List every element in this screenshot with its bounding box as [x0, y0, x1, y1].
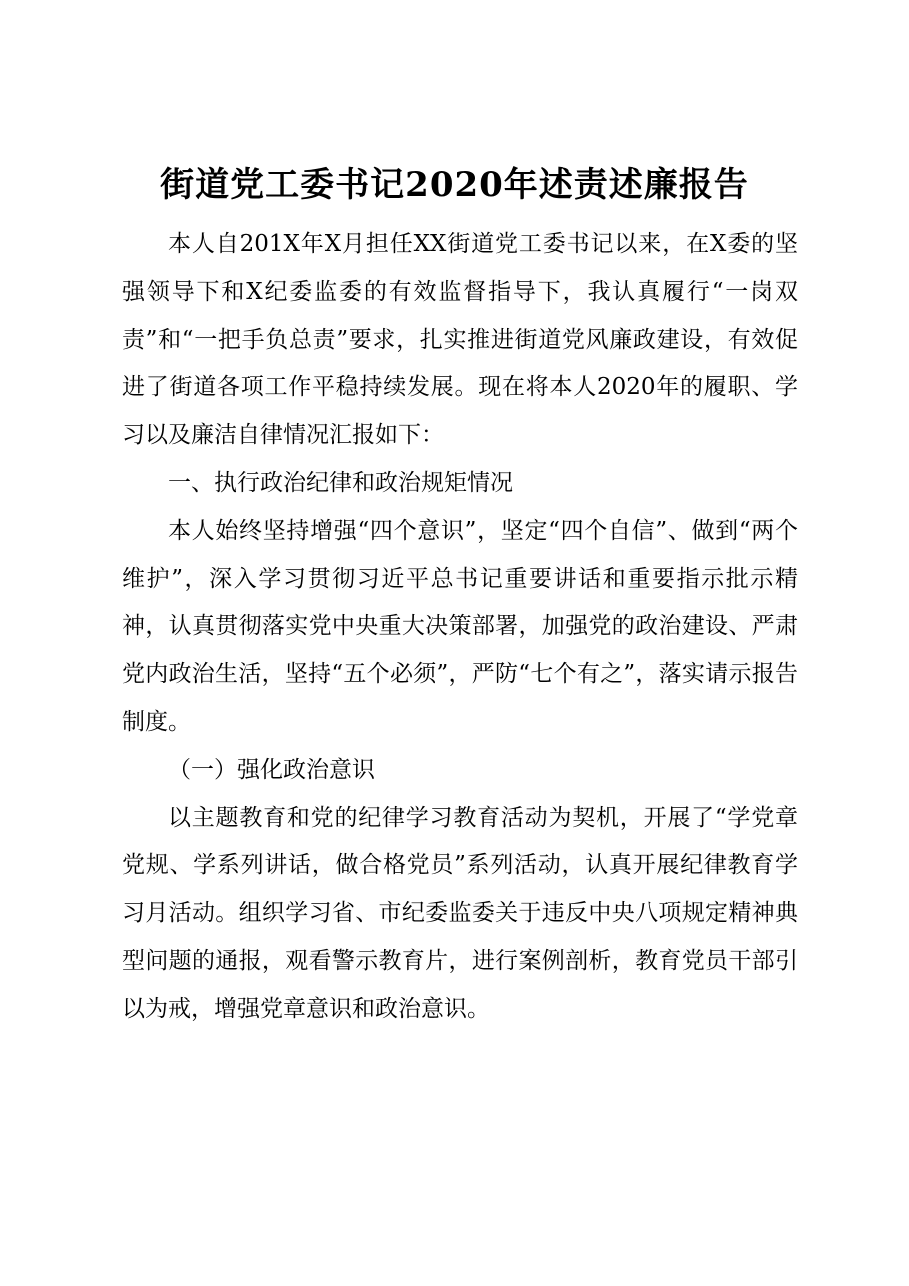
subsection-heading-1: （一）强化政治意识: [168, 756, 375, 783]
document-title: 街道党工委书记2020年述责述廉报告: [160, 165, 749, 205]
section-1-paragraph: 本人始终坚持增强“四个意识”，坚定“四个自信”、做到“两个维护”，深入学习贯彻习近平总书记重要讲话和重要指示批示精神，认真贯彻落实党中央重大决策部署，加强党的政治建设、严肃党内政治生活，坚持“五个必须”，严防“七个有之”，落实请示报告制度。: [122, 517, 798, 735]
document-body: [122, 221, 798, 1034]
intro-paragraph: 本人自201X年X月担任XX街道党工委书记以来，在X委的坚强领导下和X纪委监委的有效监督指导下，我认真履行“一岗双责”和“一把手负总责”要求，扎实推进街道党风廉政建设，有效促进了街道各项工作平稳持续发展。现在将本人2020年的履职、学习以及廉洁自律情况汇报如下：: [122, 231, 798, 449]
section-heading-1: 一、执行政治纪律和政治规矩情况: [168, 469, 513, 496]
subsection-1-paragraph: 以主题教育和党的纪律学习教育活动为契机，开展了“学党章党规、学系列讲话，做合格党员”系列活动，认真开展纪律教育学习月活动。组织学习省、市纪委监委关于违反中央八项规定精神典型问题的通报，观看警示教育片，进行案例剖析，教育党员干部引以为戒，增强党章意识和政治意识。: [122, 804, 798, 1022]
